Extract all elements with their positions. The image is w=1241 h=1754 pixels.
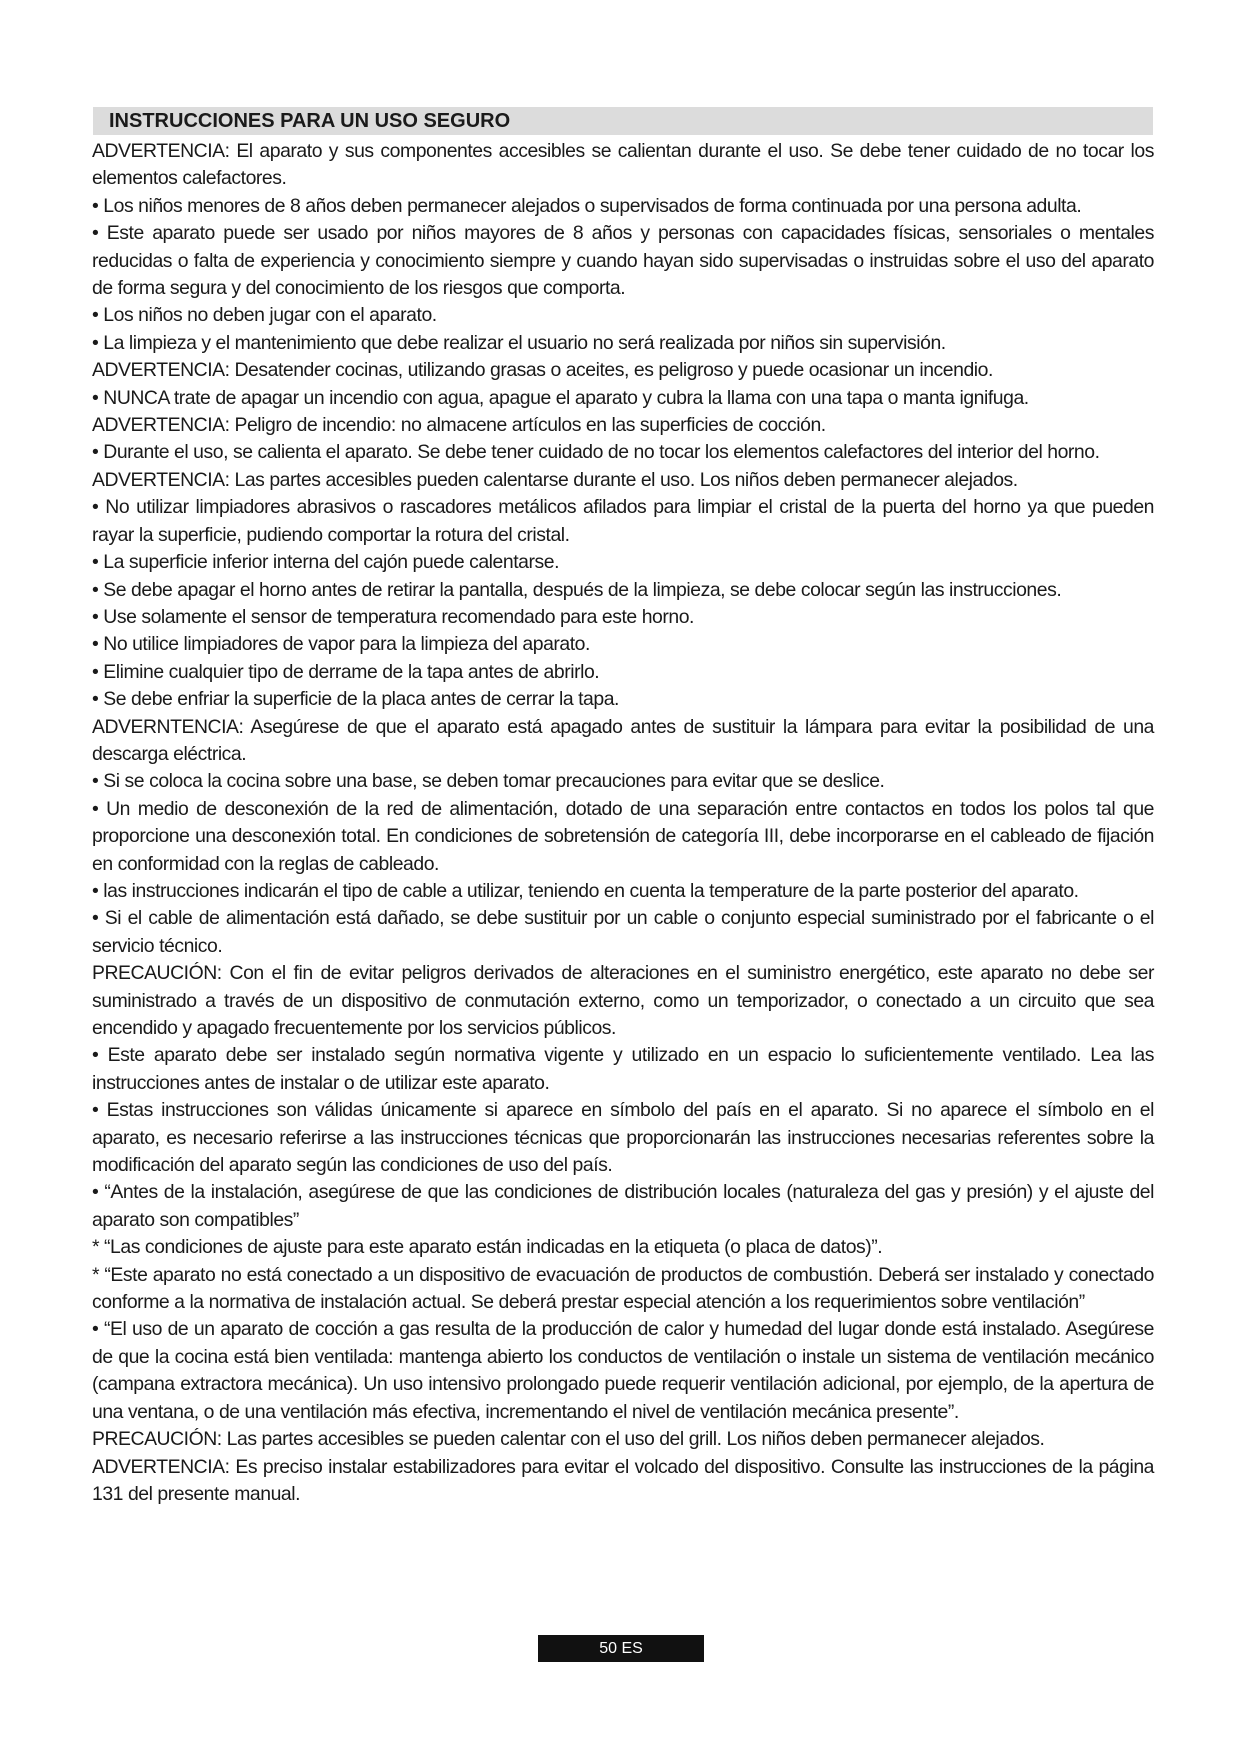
paragraph: • Se debe enfriar la superficie de la placa antes de cerrar la tapa. (92, 688, 619, 711)
paragraph: • NUNCA trate de apagar un incendio con agua, apague el aparato y cubra la llama con una tapa o manta ignifuga. (92, 386, 1029, 409)
section-title: INSTRUCCIONES PARA UN USO SEGURO (93, 107, 1153, 135)
page-number: 50 ES (538, 1635, 704, 1662)
paragraph: • Elimine cualquier tipo de derrame de la tapa antes de abrirlo. (92, 660, 600, 683)
paragraph: • Este aparato puede ser usado por niños mayores de 8 años y personas con capacidades físicas, sensoriales o mentales reducidas o falta de experiencia y conocimiento siempre y cuando hayan sido supervisadas o instruidas sobre el uso del aparato de forma segura y del conocimiento de los riesgos que comporta. (92, 222, 1154, 300)
paragraph: • Estas instrucciones son válidas únicamente si aparece en símbolo del país en el aparato. Si no aparece el símbolo en el aparato, es necesario referirse a las instrucciones técnicas que proporcionarán las instrucciones necesarias referentes sobre la modificación del aparato según las condiciones de uso del país. (92, 1099, 1154, 1177)
paragraph: PRECAUCIÓN: Con el fin de evitar peligros derivados de alteraciones en el suministro energético, este aparato no debe ser suministrado a través de un dispositivo de conmutación externo, como un temporizador, o conectado a un circuito que sea encendido y apagado frecuentemente por los servicios públicos. (92, 962, 1154, 1039)
paragraph: • Durante el uso, se calienta el aparato. Se debe tener cuidado de no tocar los elementos calefactores del interior del horno. (92, 441, 1100, 464)
paragraph: • Un medio de desconexión de la red de alimentación, dotado de una separación entre contactos en todos los polos tal que proporcione una desconexión total. En condiciones de sobretensión de categoría III, debe incorporarse en el cableado de fijación en conformidad con la reglas de cableado. (92, 797, 1154, 875)
paragraph: ADVERTENCIA: Es preciso instalar estabilizadores para evitar el volcado del dispositivo. Consulte las instrucciones de la página 131 del presente manual. (92, 1455, 1154, 1505)
paragraph: ADVERTENCIA: Peligro de incendio: no almacene artículos en las superficies de cocción. (92, 414, 826, 437)
paragraph: • Si el cable de alimentación está dañado, se debe sustituir por un cable o conjunto especial suministrado por el fabricante o el servicio técnico. (92, 907, 1154, 957)
paragraph: • La superficie inferior interna del cajón puede calentarse. (92, 551, 560, 574)
paragraph: • Este aparato debe ser instalado según normativa vigente y utilizado en un espacio lo suficientemente ventilado. Lea las instrucciones antes de instalar o de utilizar este aparato. (92, 1044, 1154, 1094)
paragraph: • Los niños no deben jugar con el aparato. (92, 304, 437, 327)
paragraph: ADVERTENCIA: El aparato y sus componentes accesibles se calientan durante el uso. Se debe tener cuidado de no tocar los elementos calefactores. (92, 140, 1154, 190)
paragraph: • “El uso de un aparato de cocción a gas resulta de la producción de calor y humedad del lugar donde está instalado. Asegúrese de que la cocina está bien ventilada: mantenga abierto los conductos de ventilación o instale un sistema de ventilación mecánico (campana extractora mecánica). Un uso intensivo prolongado puede requerir ventilación adicional, por ejemplo, de la apertura de una ventana, o de una ventilación más efectiva, incrementando el nivel de ventilación mecánica presente”. (92, 1318, 1154, 1423)
paragraph: • “Antes de la instalación, asegúrese de que las condiciones de distribución locales (naturaleza del gas y presión) y el ajuste del aparato son compatibles” (92, 1181, 1154, 1231)
paragraph: • La limpieza y el mantenimiento que debe realizar el usuario no será realizada por niños sin supervisión. (92, 331, 946, 354)
paragraph: • No utilizar limpiadores abrasivos o rascadores metálicos afilados para limpiar el cristal de la puerta del horno ya que pueden rayar la superficie, pudiendo comportar la rotura del cristal. (92, 496, 1154, 546)
paragraph: • Si se coloca la cocina sobre una base, se deben tomar precauciones para evitar que se deslice. (92, 770, 885, 793)
paragraph: ADVERTENCIA: Desatender cocinas, utilizando grasas o aceites, es peligroso y puede ocasionar un incendio. (92, 359, 993, 382)
paragraph: ADVERTENCIA: Las partes accesibles pueden calentarse durante el uso. Los niños deben permanecer alejados. (92, 468, 1018, 491)
paragraph: • Se debe apagar el horno antes de retirar la pantalla, después de la limpieza, se debe colocar según las instrucciones. (92, 578, 1062, 601)
paragraph: ADVERNTENCIA: Asegúrese de que el aparato está apagado antes de sustituir la lámpara para evitar la posibilidad de una descarga eléctrica. (92, 715, 1154, 765)
paragraph: • No utilice limpiadores de vapor para la limpieza del aparato. (92, 633, 590, 656)
paragraph: * “Las condiciones de ajuste para este aparato están indicadas en la etiqueta (o placa de datos)”. (92, 1236, 883, 1259)
instructions-body (92, 138, 1154, 1508)
paragraph: * “Este aparato no está conectado a un dispositivo de evacuación de productos de combustión. Deberá ser instalado y conectado conforme a la normativa de instalación actual. Se deberá prestar especial atención a los requerimientos sobre ventilación” (92, 1263, 1154, 1314)
paragraph: • las instrucciones indicarán el tipo de cable a utilizar, teniendo en cuenta la temperature de la parte posterior del aparato. (92, 879, 1079, 902)
paragraph: • Use solamente el sensor de temperatura recomendado para este horno. (92, 605, 694, 628)
paragraph: • Los niños menores de 8 años deben permanecer alejados o supervisados de forma continuada por una persona adulta. (92, 194, 1082, 217)
paragraph: PRECAUCIÓN: Las partes accesibles se pueden calentar con el uso del grill. Los niños deben permanecer alejados. (92, 1428, 1045, 1451)
